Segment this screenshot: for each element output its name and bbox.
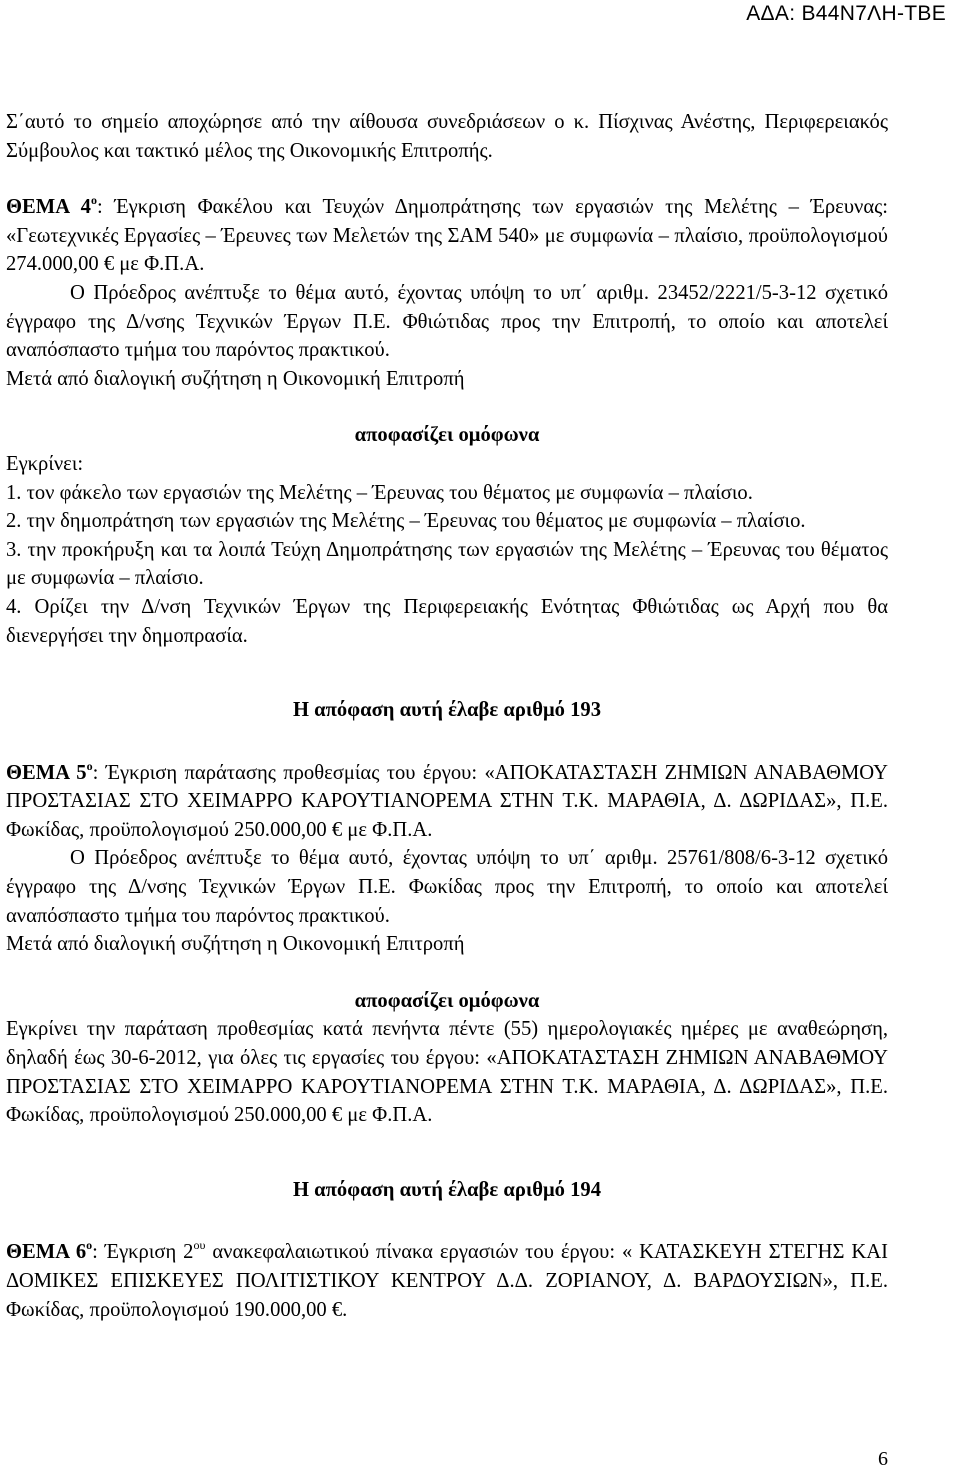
topic4-item-2: 2. την δημοπράτηση των εργασιών της Μελέτης – Έρευνας του θέματος με συμφωνία – πλαίσιο. bbox=[6, 510, 806, 533]
topic5-decides: αποφασίζει ομόφωνα bbox=[354, 989, 540, 1012]
document-body bbox=[6, 108, 888, 1324]
topic5-decision: Η απόφαση αυτή έλαβε αριθμό 194 bbox=[292, 1178, 601, 1201]
topic4-item-1: 1. τον φάκελο των εργασιών της Μελέτης – Έρευνας του θέματος με συμφωνία – πλαίσιο. bbox=[6, 481, 753, 504]
topic4-after: Μετά από διαλογική συζήτηση η Οικονομική Επιτροπή bbox=[6, 367, 465, 390]
topic4-decision: Η απόφαση αυτή έλαβε αριθμό 193 bbox=[292, 699, 601, 722]
topic6-label: ΘΕΜΑ $6^o$ bbox=[6, 1238, 93, 1264]
topic4-intro: Ο Πρόεδρος ανέπτυξε το θέμα αυτό, έχοντας υπόψη το υπ΄ αριθμ. 23452/2221/5-3-12 σχετικό έγγραφο της Δ/νσης Τεχνικών Έργων Π.Ε. Φθιώτιδας προς την Επιτροπή, το οποίο και αποτελεί αναπόσπαστο τμήμα του παρόντος πρακτικού. bbox=[6, 281, 888, 362]
topic5-label: ΘΕΜΑ $5^o$ bbox=[6, 758, 93, 784]
topic5-heading bbox=[6, 759, 888, 845]
topic4-item-4: 4. Ορίζει την Δ/νση Τεχνικών Έργων της Περιφερειακής Ενότητας Φθιώτιδας ως Αρχή που θα διενεργήσει την δημοπρασία. bbox=[6, 595, 888, 647]
topic4-label: ΘΕΜΑ $4^o$ bbox=[6, 193, 97, 219]
topic4-heading bbox=[6, 193, 888, 279]
intro-paragraph: Σ΄αυτό το σημείο αποχώρησε από την αίθουσα συνεδριάσεων ο κ. Πίσχινας Ανέστης, Περιφερειακός Σύμβουλος και τακτικό μέλος της Οικονομικής Επιτροπής. bbox=[6, 111, 888, 162]
topic5-intro: Ο Πρόεδρος ανέπτυξε το θέμα αυτό, έχοντας υπόψη το υπ΄ αριθμ. 25761/808/6-3-12 σχετικό έγγραφο της Δ/νσης Τεχνικών Έργων Π.Ε. Φωκίδας προς την Επιτροπή, το οποίο και αποτελεί αναπόσπαστο τμήμα του παρόντος πρακτικού. bbox=[6, 847, 888, 927]
page-number: 6 bbox=[878, 1448, 888, 1470]
topic5-after: Μετά από διαλογική συζήτηση η Οικονομική Επιτροπή bbox=[6, 933, 465, 956]
topic5-body: Εγκρίνει την παράταση προθεσμίας κατά πενήντα πέντε (55) ημερολογιακές ημέρες με αναθεώρηση, δηλαδή έως 30-6-2012, για όλες τις εργασίες του έργου: «ΑΠΟΚΑΤΑΣΤΑΣΗ ΖΗΜΙΩΝ ΑΝΑΒΑΘΜΟΥ ΠΡΟΣΤΑΣΙΑΣ ΣΤΟ ΧΕΙΜΑΡΡΟ ΚΑΡΟΥΤΙΑΝΟΡΕΜΑ ΣΤΗΝ Τ.Κ. ΜΑΡΑΘΙΑ, Δ. ΔΩΡΙΔΑΣ», Π.Ε. Φωκίδας, προϋπολογισμού 250.000,00 € με Φ.Π.Α. bbox=[6, 1018, 888, 1127]
topic4-decides: αποφασίζει ομόφωνα bbox=[354, 424, 540, 447]
topic6-heading: ΘΕΜΑ $6^o$: Έγκριση $2^{o\upsilon}$ ανακεφαλαιωτικού πίνακα εργασιών του έργου: « ΚΑΤΑΣΚΕΥΗ ΣΤΕΓΗΣ ΚΑΙ ΔΟΜΙΚΕΣ ΕΠΙΣΚΕΥΕΣ ΠΟΛΙΤΙΣΤΙΚΟΥ ΚΕΝΤΡΟΥ Δ.Δ. ΖΟΡΙΑΝΟΥ, Δ. ΒΑΡΔΟΥΣΙΩΝ», Π.Ε. Φωκίδας, προϋπολογισμού 190.000,00 €. bbox=[6, 1238, 888, 1321]
topic5-title: : Έγκριση παράτασης προθεσμίας του έργου: «ΑΠΟΚΑΤΑΣΤΑΣΗ ΖΗΜΙΩΝ ΑΝΑΒΑΘΜΟΥ ΠΡΟΣΤΑΣΙΑΣ ΣΤΟ ΧΕΙΜΑΡΡΟ ΚΑΡΟΥΤΙΑΝΟΡΕΜΑ ΣΤΗΝ Τ.Κ. ΜΑΡΑΘΙΑ, Δ. ΔΩΡΙΔΑΣ», Π.Ε. Φωκίδας, προϋπολογισμού 250.000,00 € με Φ.Π.Α. bbox=[6, 761, 888, 841]
topic4-title: : Έγκριση Φακέλου και Τευχών Δημοπράτησης των εργασιών της Μελέτης – Έρευνας: «Γεωτεχνικές Εργασίες – Έρευνες των Μελετών της ΣΑΜ 540» με συμφωνία – πλαίσιο, προϋπολογισμού 274.000,00 € με Φ.Π.Α. bbox=[6, 196, 888, 276]
topic4-approves: Εγκρίνει: bbox=[6, 452, 84, 475]
ada-code: ΑΔΑ: Β44Ν7ΛΗ-ΤΒΕ bbox=[746, 2, 946, 25]
topic4-item-3: 3. την προκήρυξη και τα λοιπά Τεύχη Δημοπράτησης των εργασιών της Μελέτης – Έρευνας του θέματος με συμφωνία – πλαίσιο. bbox=[6, 538, 888, 590]
